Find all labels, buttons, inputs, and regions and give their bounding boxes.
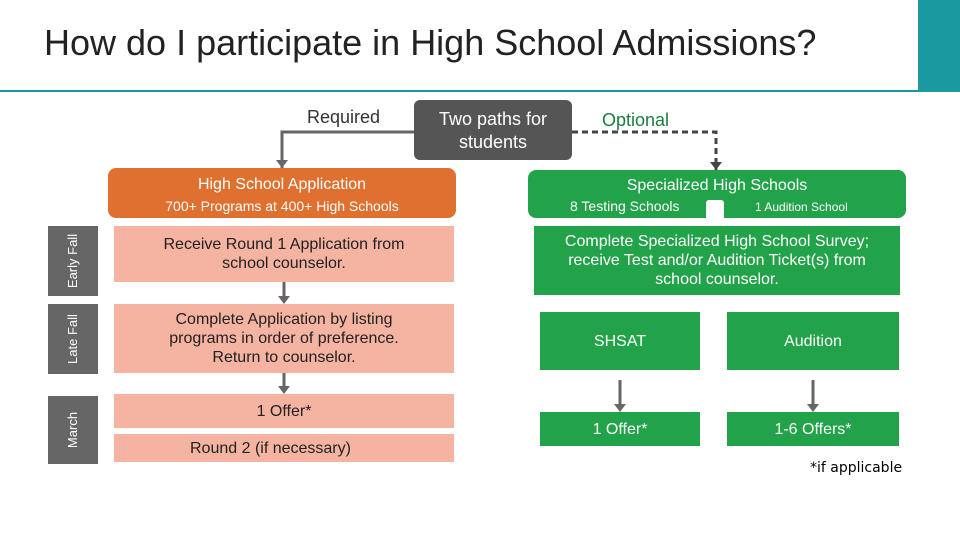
shsat-offer-box: 1 Offer* — [540, 412, 700, 446]
testing-schools-label: 8 Testing Schools — [570, 198, 680, 214]
footnote: *if applicable — [810, 460, 903, 476]
hs-application-subtitle: 700+ Programs at 400+ High Schools — [165, 198, 399, 214]
required-connector — [282, 132, 414, 168]
two-paths-badge: Two paths for students — [414, 100, 572, 160]
optional-arrowhead — [710, 162, 722, 170]
step-arrowhead — [278, 296, 290, 304]
header-notch — [706, 200, 724, 220]
period-late-fall: Late Fall — [48, 304, 98, 374]
step-receive-application: Receive Round 1 Application from school counselor. — [114, 226, 454, 282]
shsat-box: SHSAT — [540, 312, 700, 370]
audition-school-label: 1 Audition School — [755, 200, 848, 214]
step-arrowhead — [278, 386, 290, 394]
optional-label: Optional — [602, 110, 670, 130]
audition-offer-box: 1-6 Offers* — [727, 412, 899, 446]
high-school-application-header — [108, 168, 456, 218]
audition-box: Audition — [727, 312, 899, 370]
step-complete-application: Complete Application by listing programs in order of preference. Return to counselor. — [114, 304, 454, 373]
audition-arrowhead — [807, 404, 819, 412]
shs-title: Specialized High Schools — [626, 177, 808, 194]
period-march: March — [48, 396, 98, 464]
required-label: Required — [307, 107, 381, 127]
page-title: How do I participate in High School Admissions? — [44, 22, 817, 63]
step-round-two: Round 2 (if necessary) — [114, 434, 454, 462]
required-arrowhead — [276, 160, 288, 168]
optional-connector — [572, 132, 716, 170]
shsat-arrowhead — [614, 404, 626, 412]
step-shs-survey: Complete Specialized High School Survey; receive Test and/or Audition Ticket(s) from school counselor. — [534, 226, 900, 295]
step-first-offer: 1 Offer* — [114, 394, 454, 428]
hs-application-title: High School Application — [197, 176, 367, 193]
period-early-fall: Early Fall — [48, 226, 98, 296]
